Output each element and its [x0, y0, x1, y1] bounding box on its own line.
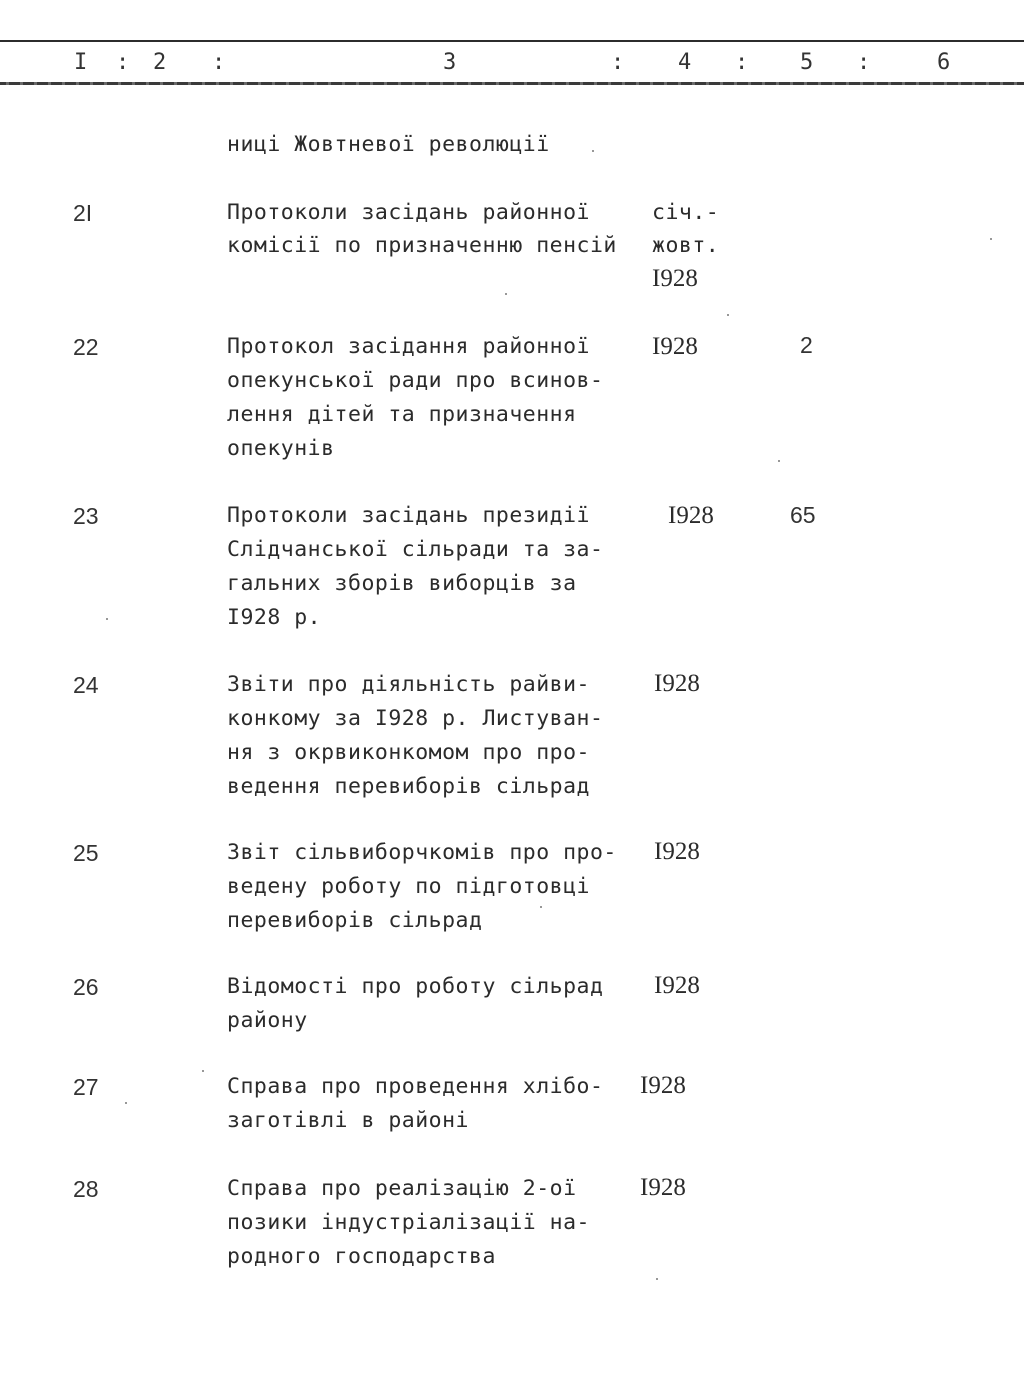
entry-title-line: гальних зборів виборців за — [227, 571, 577, 596]
entry-date: I928 — [640, 1072, 686, 1099]
header-col-2: 2 — [153, 50, 167, 75]
entry-title-line: родного господарства — [227, 1244, 496, 1269]
header-bottom-rule — [0, 82, 1024, 85]
entry-title-line: Звіт сільвиборчкомів про про- — [227, 840, 617, 865]
scan-speck — [727, 314, 729, 316]
continuation-text: ниці Жовтневої революції — [227, 132, 550, 157]
scan-speck — [540, 906, 542, 908]
entry-title-line: позики індустріалізації на- — [227, 1210, 590, 1235]
entry-title-line: опекунів — [227, 436, 335, 461]
entry-number: 28 — [73, 1176, 99, 1202]
entry-number: 27 — [73, 1074, 99, 1100]
entry-sheet-count: 2 — [800, 332, 813, 358]
entry-title-line: Справа про реалізацію 2-ої — [227, 1176, 577, 1201]
entry-title-line: комісії по призначенню пенсій — [227, 233, 617, 258]
entry-title-line: Протокол засідання районної — [227, 334, 590, 359]
scan-speck — [656, 1278, 658, 1280]
entry-title-line: ведення перевиборів сільрад — [227, 774, 590, 799]
header-separator: : — [116, 50, 130, 75]
entry-title-line: Слідчанської сільради та за- — [227, 537, 604, 562]
entry-title-line: ведену роботу по підготовці — [227, 874, 590, 899]
entry-title-line: лення дітей та призначення — [227, 402, 577, 427]
entry-number: 25 — [73, 840, 99, 866]
entry-title-line: заготівлі в районі — [227, 1108, 469, 1133]
entry-number: 22 — [73, 334, 99, 360]
scan-speck — [778, 460, 780, 462]
header-top-rule — [0, 40, 1024, 42]
header-separator: : — [857, 50, 871, 75]
entry-title-line: ня з окрвиконкомом про про- — [227, 740, 590, 765]
entry-title-line: Відомості про роботу сільрад — [227, 974, 604, 999]
scan-speck — [202, 1070, 204, 1072]
header-col-3: 3 — [443, 50, 457, 75]
entry-title-line: опекунської ради про всинов- — [227, 368, 604, 393]
entry-number: 26 — [73, 974, 99, 1000]
entry-title-line: району — [227, 1008, 308, 1033]
entry-date: I928 — [640, 1174, 686, 1201]
entry-sheet-count: 65 — [790, 502, 816, 528]
header-col-5: 5 — [800, 50, 814, 75]
entry-date: I928 — [668, 502, 714, 529]
header-separator: : — [735, 50, 749, 75]
scan-speck — [505, 293, 507, 295]
entry-date: січ.- — [652, 200, 720, 225]
entry-title-line: конкому за I928 р. Листуван- — [227, 706, 604, 731]
entry-title-line: Звіти про діяльність райви- — [227, 672, 590, 697]
entry-title-line: перевиборів сільрад — [227, 908, 483, 933]
entry-date: I928 — [652, 333, 698, 360]
scan-speck — [125, 1102, 127, 1104]
entry-title-line: I928 р. — [227, 605, 322, 630]
entry-date: жовт. — [652, 233, 720, 258]
scan-speck — [106, 618, 108, 620]
scan-speck — [990, 238, 992, 240]
entry-date: I928 — [654, 972, 700, 999]
scan-speck — [592, 150, 594, 152]
entry-number: 24 — [73, 672, 99, 698]
header-separator: : — [611, 50, 625, 75]
entry-date: I928 — [654, 670, 700, 697]
header-col-1: I — [74, 50, 88, 75]
entry-date: I928 — [654, 838, 700, 865]
entry-title-line: Протоколи засідань президії — [227, 503, 590, 528]
entry-number: 2I — [73, 200, 93, 226]
entry-date: I928 — [652, 265, 698, 292]
header-col-6: 6 — [937, 50, 951, 75]
entry-title-line: Протоколи засідань районної — [227, 200, 590, 225]
entry-title-line: Справа про проведення хлібо- — [227, 1074, 604, 1099]
header-separator: : — [212, 50, 226, 75]
header-col-4: 4 — [678, 50, 692, 75]
entry-number: 23 — [73, 503, 99, 529]
